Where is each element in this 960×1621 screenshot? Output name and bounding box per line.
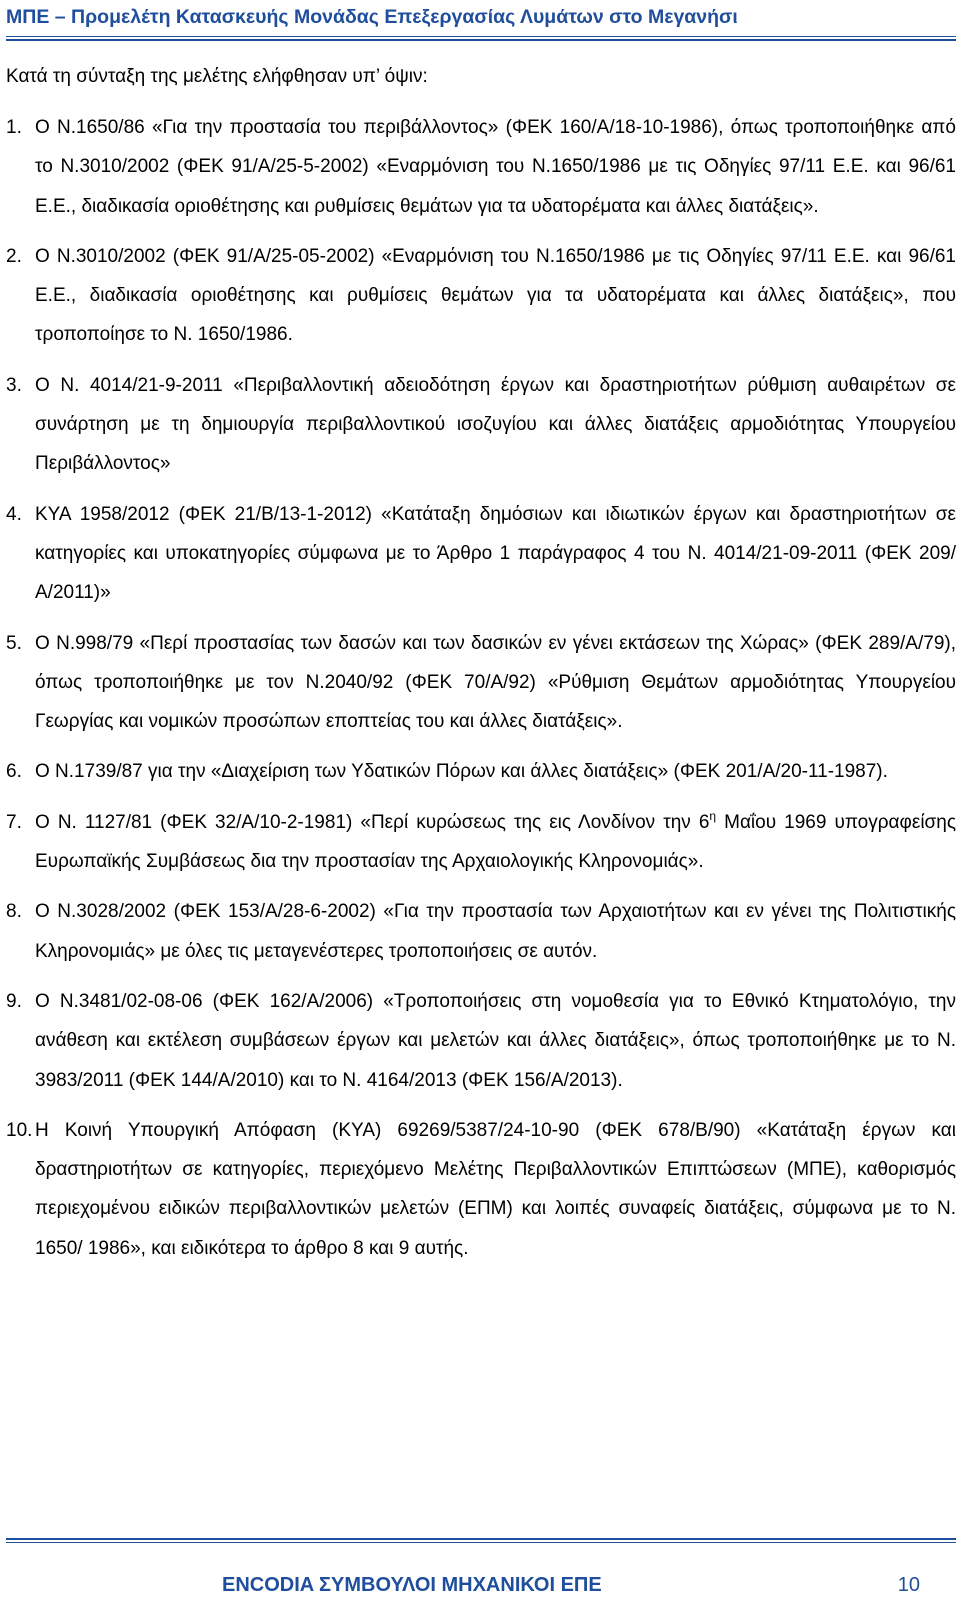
list-item-number: 3.: [6, 374, 22, 396]
list-item: [6, 366, 956, 484]
list-item: [6, 108, 956, 226]
list-item-number: 4.: [6, 503, 22, 525]
page-header-title: ΜΠΕ – Προμελέτη Κατασκευής Μονάδας Επεξεργασίας Λυμάτων στο Μεγανήσι: [6, 6, 738, 28]
list-item-number: 5.: [6, 632, 22, 654]
list-item-number: 9.: [6, 990, 22, 1012]
footer-company-name: ENCODIA ΣΥΜΒΟΥΛΟΙ ΜΗΧΑΝΙΚΟΙ ΕΠΕ: [222, 1574, 602, 1596]
superscript-ordinal: η: [709, 808, 717, 823]
list-item-text-part: Μαΐου 1969 υπογραφείσης Ευρωπαϊκής Συμβάσεως δια την προστασίαν της Αρχαιολογικής Κληρονομιάς».: [35, 811, 956, 873]
list-item-number: 8.: [6, 901, 22, 923]
list-item-text: Ο Ν.998/79 «Περί προστασίας των δασών και των δασικών εν γένει εκτάσεων της Χώρας» (ΦΕΚ 289/Α/79), όπως τροποποιήθηκε με τον Ν.2040/92 (ΦΕΚ 70/Α/92) «Ρύθμιση Θεμάτων αρμοδιότητας Υπουργείου Γεωργίας και νομικών προσώπων εποπτείας του και άλλες διατάξεις».: [35, 632, 956, 733]
list-item-text: Ο Ν.1650/86 «Για την προστασία του περιβάλλοντος» (ΦΕΚ 160/Α/18-10-1986), όπως τροποποιήθηκε από το Ν.3010/2002 (ΦΕΚ 91/Α/25-5-2002) «Εναρμόνιση του Ν.1650/1986 με τις Οδηγίες 97/11 Ε.Ε. και 96/61 Ε.Ε., διαδικασία οριοθέτησης και ρυθμίσεις θεμάτων για τα υδατορέματα και άλλες διατάξεις».: [35, 117, 956, 217]
list-item-text: Ο Ν.1739/87 για την «Διαχείριση των Υδατικών Πόρων και άλλες διατάξεις» (ΦΕΚ 201/Α/20-11-1987).: [35, 761, 888, 783]
list-item: [6, 495, 956, 613]
list-item: [6, 803, 956, 882]
list-item-text-part: Ο Ν. 1127/81 (ΦΕΚ 32/Α/10-2-1981) «Περί κυρώσεως της εις Λονδίνον την 6: [35, 811, 710, 833]
list-item: [6, 752, 956, 791]
list-item: [6, 892, 956, 971]
list-item-number: 10.: [6, 1119, 33, 1141]
list-item-text: Ο Ν.3010/2002 (ΦΕΚ 91/Α/25-05-2002) «Εναρμόνιση του Ν.1650/1986 με τις Οδηγίες 97/11 Ε.Ε. και 96/61 Ε.Ε., διαδικασία οριοθέτησης και ρυθμίσεις θεμάτων για τα υδατορέματα και άλλες διατάξεις», που τροποποίησε το Ν. 1650/1986.: [35, 245, 956, 346]
legislation-list: [6, 108, 956, 1279]
list-item-text: Ο Ν.3028/2002 (ΦΕΚ 153/Α/28-6-2002) «Για την προστασία των Αρχαιοτήτων και εν γένει της Πολιτιστικής Κληρονομιάς» με όλες τις μεταγενέστερες τροποποιήσεις σε αυτόν.: [35, 901, 956, 962]
list-item-number: 6.: [6, 761, 22, 783]
list-item-text: ΚΥΑ 1958/2012 (ΦΕΚ 21/Β/13-1-2012) «Κατάταξη δημόσιων και ιδιωτικών έργων και δραστηριοτήτων σε κατηγορίες και υποκατηγορίες σύμφωνα με το Άρθρο 1 παράγραφος 4 του Ν. 4014/21-09-2011 (ΦΕΚ 209/Α/2011)»: [35, 503, 956, 604]
list-item-number: 1.: [6, 117, 22, 138]
list-item-text: Ο Ν.3481/02-08-06 (ΦΕΚ 162/Α/2006) «Τροποποιήσεις στη νομοθεσία για το Εθνικό Κτηματολόγιο, την ανάθεση και εκτέλεση συμβάσεων έργων και μελετών και άλλες διατάξεις», όπως τροποποιήθηκε με το Ν. 3983/2011 (ΦΕΚ 144/Α/2010) και το Ν. 4164/2013 (ΦΕΚ 156/Α/2013).: [35, 990, 956, 1091]
list-item: [6, 624, 956, 742]
header-divider: [6, 36, 956, 37]
list-item: [6, 982, 956, 1100]
header-divider-thick: [6, 39, 956, 41]
intro-text: Κατά τη σύνταξη της μελέτης ελήφθησαν υπ’ όψιν:: [6, 66, 428, 87]
list-item-text: Ο Ν. 4014/21-9-2011 «Περιβαλλοντική αδειοδότηση έργων και δραστηριοτήτων ρύθμιση αυθαιρέτων σε συνάρτηση με τη δημιουργία περιβαλλοντικού ισοζυγίου και άλλες διατάξεις αρμοδιότητας Υπουργείου Περιβάλλοντος»: [35, 374, 956, 475]
list-item-number: 7.: [6, 811, 22, 833]
footer-divider-thick: [6, 1538, 956, 1540]
list-item-text: Η Κοινή Υπουργική Απόφαση (ΚΥΑ) 69269/5387/24-10-90 (ΦΕΚ 678/Β/90) «Κατάταξη έργων και δραστηριοτήτων σε κατηγορίες, περιεχόμενο Μελέτης Περιβαλλοντικών Επιπτώσεων (ΜΠΕ), καθορισμός περιεχομένου ειδικών περιβαλλοντικών μελετών (ΕΠΜ) και λοιπές συναφείς διατάξεις, σύμφωνα με το Ν. 1650/ 1986», και ειδικότερα το άρθρο 8 και 9 αυτής.: [35, 1119, 956, 1259]
list-item: [6, 237, 956, 355]
list-item: [6, 1111, 956, 1268]
footer-divider: [6, 1542, 956, 1543]
page-number: 10: [897, 1574, 920, 1596]
list-item-number: 2.: [6, 245, 22, 267]
list-item-text: [35, 808, 956, 873]
